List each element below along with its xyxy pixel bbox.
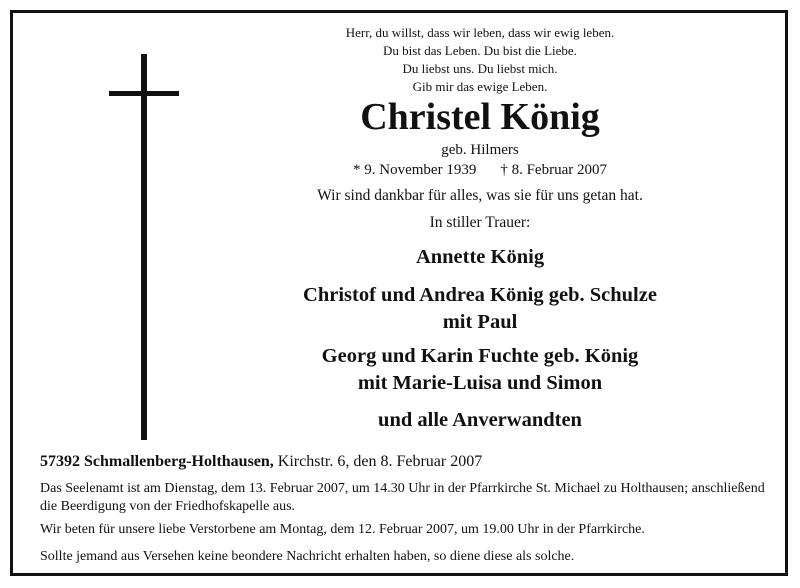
birth-date: * 9. November 1939 (353, 162, 477, 178)
gratitude-line: Wir sind dankbar für alles, was sie für uns getan hat. (317, 187, 643, 204)
address-date: Kirchstr. 6, den 8. Februar 2007 (277, 453, 483, 470)
mourner-children: mit Paul (442, 311, 518, 333)
verse-line: Du liebst uns. Du liebst mich. (402, 61, 558, 76)
address-line (40, 452, 775, 472)
verse-line: Herr, du willst, dass wir leben, dass wir ewig leben. (345, 25, 615, 40)
mourner-nee: geb. König (543, 345, 639, 367)
mourner-christof-andrea (250, 282, 710, 336)
mourner-names: Georg und Karin Fuchte (321, 345, 539, 367)
mourner-relatives: und alle Anverwandten (378, 409, 582, 431)
birth-name: geb. Hilmers (441, 142, 519, 158)
cross-icon-bar (109, 91, 179, 96)
address-place: 57392 Schmallenberg-Holthausen, (40, 453, 274, 470)
death-date: † 8. Februar 2007 (500, 162, 607, 178)
life-dates (280, 161, 680, 179)
mourning-intro: In stiller Trauer: (429, 214, 531, 231)
deceased-name: Christel König (360, 96, 600, 138)
mourner-children: mit Marie-Luisa und Simon (357, 372, 603, 394)
notice-info: Sollte jemand aus Versehen keine beondere Nachricht erhalten haben, so diene diese als solche. (40, 549, 575, 564)
cross-icon (141, 54, 147, 440)
mourner-georg-karin (250, 343, 710, 397)
verse-line: Gib mir das ewige Leben. (412, 79, 548, 94)
bible-verse (280, 24, 680, 96)
prayer-info: Wir beten für unsere liebe Verstorbene am Montag, dem 12. Februar 2007, um 19.00 Uhr in der Pfarrkirche. (40, 522, 645, 537)
mourner-nee: geb. Schulze (548, 284, 657, 306)
verse-line: Du bist das Leben. Du bist die Liebe. (383, 43, 577, 58)
requiem-info: Das Seelenamt ist am Dienstag, dem 13. Februar 2007, um 14.30 Uhr in der Pfarrkirche St. Michael zu Holthausen; anschließend die Beerdigung von der Friedhofskapelle aus. (40, 481, 765, 514)
mourner-names: Christof und Andrea König (303, 284, 544, 306)
mourner-annette: Annette König (415, 246, 545, 268)
